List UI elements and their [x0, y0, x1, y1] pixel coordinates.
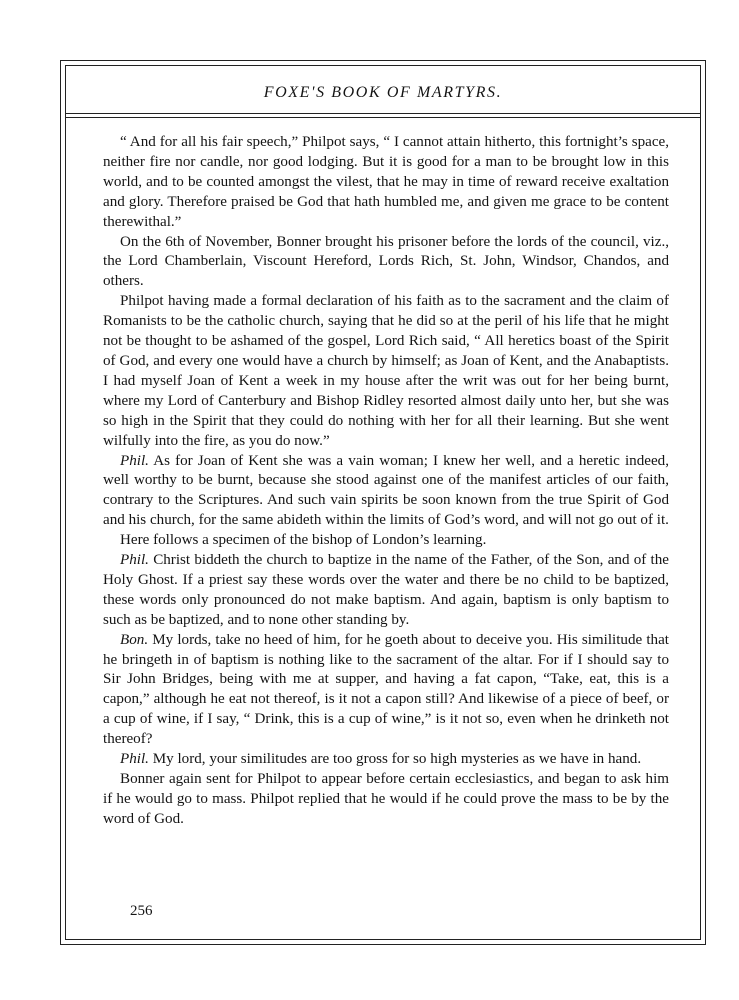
paragraph-text: Bonner again sent for Philpot to appear before certain ecclesiastics, and began to ask him if he would go to mass. Philpot replied that he would if he could prove the mass to be by the word of God. — [103, 771, 669, 827]
header-rule — [65, 113, 701, 114]
paragraph — [103, 452, 669, 532]
paragraph-text: As for Joan of Kent she was a vain woman; I knew her well, and a heretic indeed, well worthy to be burnt, because she stood against one of the manifest articles of our faith, contrary to the Scriptures. And such vain spirits be soon known from the true Spirit of God and his church, for the same abideth within the limits of God’s word, and will not go out of it. — [103, 452, 669, 529]
paragraph-text: On the 6th of November, Bonner brought his prisoner before the lords of the council, viz., the Lord Chamberlain, Viscount Hereford, Lords Rich, St. John, Windsor, Chandos, and others. — [103, 233, 669, 290]
speaker-label: Phil. — [120, 751, 149, 768]
paragraph — [103, 551, 669, 631]
body-text — [103, 133, 669, 830]
paragraph — [103, 750, 669, 770]
paragraph — [103, 770, 669, 830]
speaker-label: Phil. — [120, 552, 149, 569]
paragraph — [103, 531, 669, 551]
paragraph — [103, 631, 669, 750]
paragraph-text: Here follows a specimen of the bishop of London’s learning. — [120, 532, 487, 549]
page-number: 256 — [130, 903, 153, 919]
speaker-label: Phil. — [120, 452, 149, 469]
paragraph — [103, 292, 669, 451]
paragraph-text: My lords, take no heed of him, for he goeth about to deceive you. His similitude that he bringeth in of baptism is nothing like to the sacrament of the altar. For if I should say to Sir John Bridges, being with me at supper, and having a fat capon, “Take, eat, this is a capon,” although he eat not thereof, is it not a capon still? And likewise of a piece of beef, or a cup of wine, if I say, “ Drink, this is a cup of wine,” is it not so, even when he drinketh not thereof? — [103, 631, 669, 748]
paragraph-text: Philpot having made a formal declaration of his faith as to the sacrament and the claim of Romanists to be the catholic church, saying that he did so at the peril of his life that he might not be thought to be ashamed of the gospel, Lord Rich said, “ All heretics boast of the Spirit of God, and every one would have a church by himself; as Joan of Kent, and the Anabaptists. I had myself Joan of Kent a week in my house after the writ was out for her being burnt, where my Lord of Canterbury and Bishop Ridley resorted almost daily unto her, but she was so high in the Spirit that they could do nothing with her for all their learning. But she went wilfully into the fire, as you do now.” — [103, 293, 669, 449]
paragraph — [103, 233, 669, 293]
speaker-label: Bon. — [120, 631, 149, 648]
paragraph-text: “ And for all his fair speech,” Philpot says, “ I cannot attain hitherto, this fortnight’s space, neither fire nor candle, nor good lodging. But it is good for a man to be brought low in this world, and to be counted amongst the vilest, that he may in time of reward receive exaltation and glory. Therefore praised be God that hath humbled me, and given me grace to be content therewithal.” — [103, 134, 669, 230]
running-head: FOXE'S BOOK OF MARTYRS. — [263, 84, 503, 101]
paragraph-text: Christ biddeth the church to baptize in the name of the Father, of the Son, and of the Holy Ghost. If a priest say these words over the water and there be no child to be baptized, these words only pronounced do not make baptism. And again, baptism is only baptism to such as be baptized, and to none other standing by. — [103, 552, 669, 628]
paragraph — [103, 133, 669, 233]
header-rule — [65, 117, 701, 118]
paragraph-text: My lord, your similitudes are too gross for so high mysteries as we have in hand. — [152, 751, 642, 768]
